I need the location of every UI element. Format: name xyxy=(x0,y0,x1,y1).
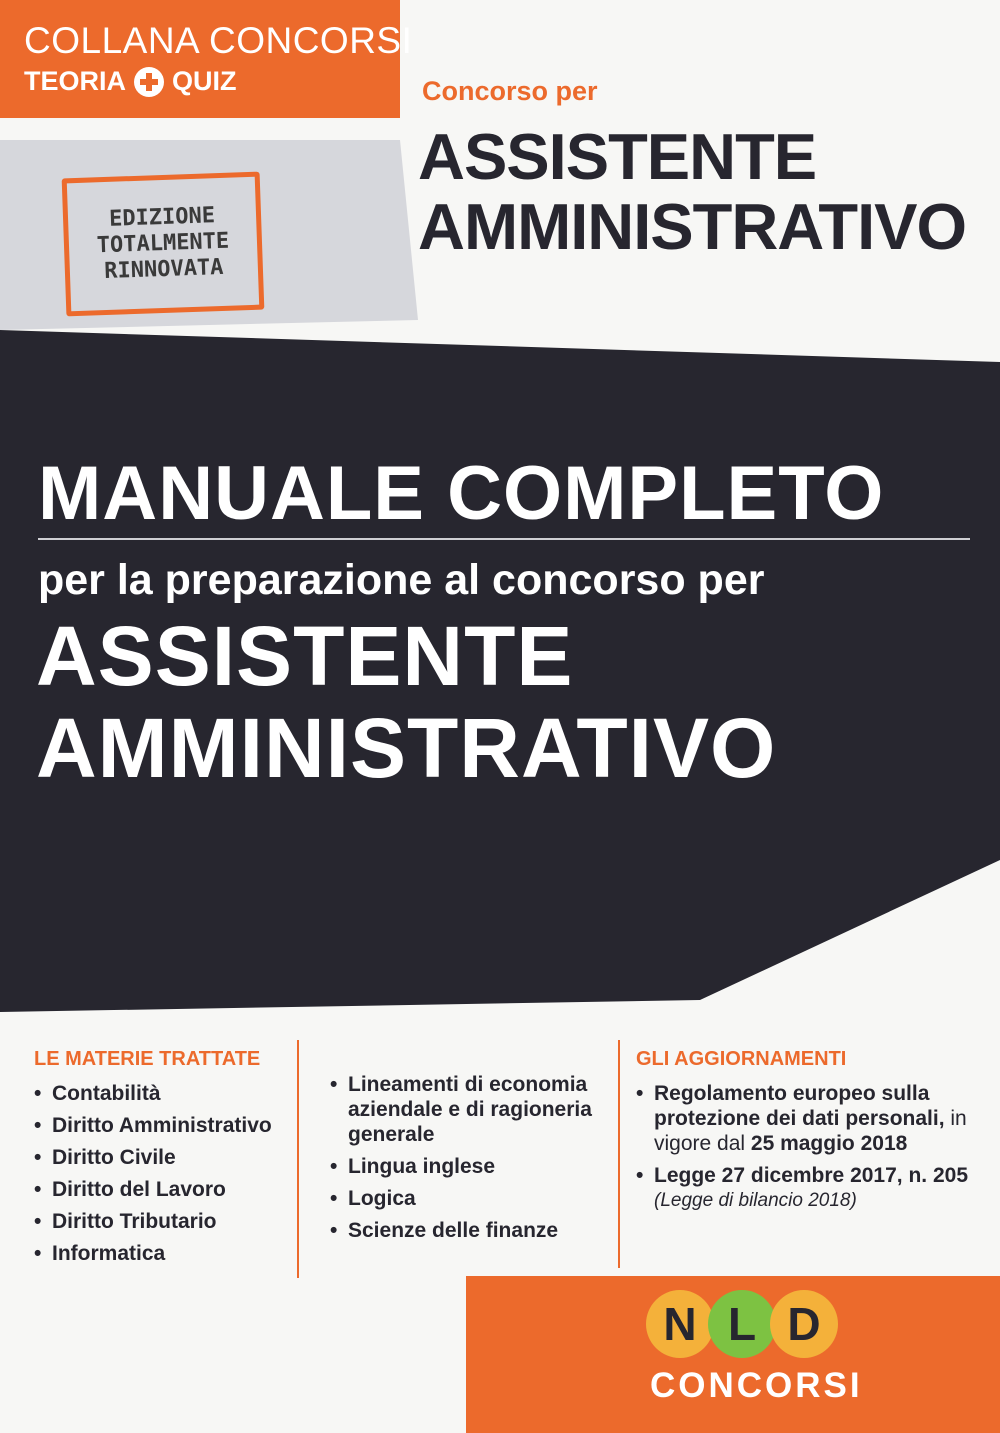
topics-column-2 xyxy=(330,1072,600,1250)
big-title xyxy=(36,610,776,794)
list-item: • Lingua inglese xyxy=(330,1154,600,1179)
list-item: • Diritto Tributario xyxy=(34,1209,294,1234)
top-title-line2: AMMINISTRATIVO xyxy=(418,190,967,263)
logo-letter-d: D xyxy=(770,1290,838,1358)
list-item: • Diritto Amministrativo xyxy=(34,1113,294,1138)
top-title xyxy=(418,122,966,262)
topics-heading: LE MATERIE TRATTATE xyxy=(34,1048,261,1070)
topics-column-1 xyxy=(34,1048,294,1273)
series-name: COLLANA CONCORSI xyxy=(24,20,413,61)
series-theory: TEORIA xyxy=(24,66,127,96)
edition-stamp xyxy=(62,172,265,317)
list-item: • Diritto del Lavoro xyxy=(34,1177,294,1202)
column-divider xyxy=(297,1040,299,1278)
update-1-title: Regolamento europeo sulla protezione dei dati personali, xyxy=(654,1082,945,1130)
publisher-name: CONCORSI xyxy=(650,1366,863,1405)
list-item: • Diritto Civile xyxy=(34,1145,294,1170)
stamp-text: EDIZIONE TOTALMENTE RINNOVATA xyxy=(96,203,230,285)
update-2-title: Legge 27 dicembre 2017, n. 205 xyxy=(654,1164,968,1187)
list-item: • Logica xyxy=(330,1186,600,1211)
series-subtitle xyxy=(24,66,237,97)
big-title-line1: ASSISTENTE xyxy=(36,609,574,703)
title-divider xyxy=(38,538,970,540)
logo-letter-n: N xyxy=(646,1290,714,1358)
list-item xyxy=(636,1081,976,1156)
logo-letter-l: L xyxy=(708,1290,776,1358)
publisher-logo xyxy=(646,1290,832,1358)
contest-label: Concorso per xyxy=(422,76,598,106)
list-item xyxy=(636,1163,976,1213)
subtitle: per la preparazione al concorso per xyxy=(38,556,765,604)
list-item: • Lineamenti di economia aziendale e di ragioneria generale xyxy=(330,1072,600,1147)
column-divider xyxy=(618,1040,620,1268)
big-title-line2: AMMINISTRATIVO xyxy=(36,701,777,795)
list-item: • Contabilità xyxy=(34,1081,294,1106)
updates-heading: GLI AGGIORNAMENTI xyxy=(636,1048,847,1070)
update-2-note: (Legge di bilancio 2018) xyxy=(654,1190,857,1211)
update-1-date: 25 maggio 2018 xyxy=(750,1132,908,1155)
main-title: MANUALE COMPLETO xyxy=(38,451,885,536)
list-item: • Informatica xyxy=(34,1241,294,1266)
plus-icon xyxy=(134,67,164,97)
update-1-text: in vigore dal xyxy=(654,1107,967,1155)
list-item: • Scienze delle finanze xyxy=(330,1218,600,1243)
series-quiz: QUIZ xyxy=(172,66,237,96)
updates-column xyxy=(636,1048,976,1220)
top-title-line1: ASSISTENTE xyxy=(418,120,817,193)
